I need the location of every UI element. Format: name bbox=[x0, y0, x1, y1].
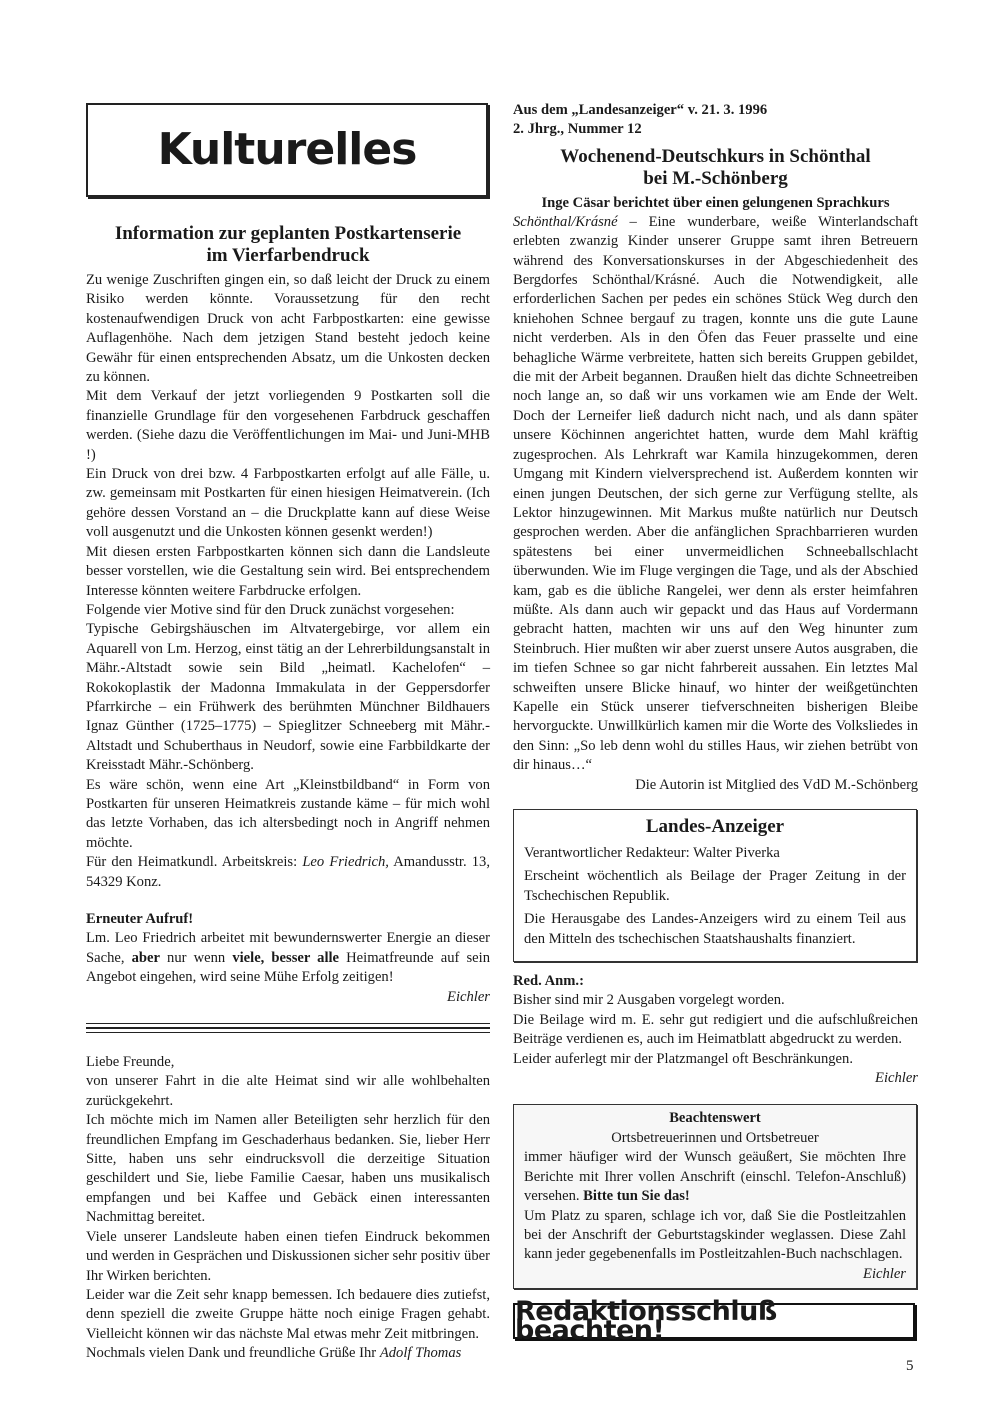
paragraph: Es wäre schön, wenn eine Art „Kleinstbildband“ in Form von Postkarten für unseren Heimatkreis zustande käme – für mich wohl das letzte Vorhaben, das ich altersbedingt noch in Angriff nehmen möchte. bbox=[86, 776, 490, 851]
paragraph: Ein Druck von drei bzw. 4 Farbpostkarten erfolgt auf alle Fälle, u. zw. gemeinsam mit Postkarten für einen hiesigen Heimatverein. (Ich gehöre dessen Vorstand an – die Druckplatte kann auf diese Weise voll ausgenutzt und die Unkosten können gesenkt werden!) bbox=[86, 466, 490, 541]
note-title: Red. Anm.: bbox=[513, 973, 584, 990]
article-body bbox=[513, 213, 918, 776]
dateline: Schönthal/Krásné bbox=[513, 213, 618, 230]
title-line-1: Wochenend-Deutschkurs in Schönthal bbox=[560, 145, 871, 167]
title-line-2: im Vierfarbendruck bbox=[206, 245, 370, 266]
paragraph: Mit diesen ersten Farbpostkarten können sich dann die Landsleute besser vorstellen, wie die Gestaltung sein wird. Bei entsprechendem Interesse könnten weitere Farbdrucke erfolgen. bbox=[86, 543, 490, 599]
paragraph: Viele unserer Landsleute haben einen tiefen Eindruck bekommen und werden in Gesprächen und Diskussionen sicher sehr positiv über Ihr Wirken berichten. bbox=[86, 1228, 490, 1284]
signature: Eichler bbox=[863, 1265, 906, 1282]
deadline-banner bbox=[513, 1295, 915, 1347]
appeal-text-3: Heimatfreunde auf sein Angebot eingehen, wird seine Mühe Erfolg zeitigen! bbox=[86, 949, 490, 986]
paragraph: Leider war die Zeit sehr knapp bemessen. Ich bedauere dies zutiefst, denn speziell die zweite Gruppe hätte noch einige Fragen gehabt. Vielleicht können wir das nächste Mal etwas mehr Zeit mitbringen. bbox=[86, 1286, 490, 1342]
paragraph: Leider auferlegt mir der Platzmangel oft Beschränkungen. bbox=[513, 1050, 853, 1067]
article-title bbox=[513, 146, 918, 190]
box-title: Landes-Anzeiger bbox=[645, 816, 785, 837]
article-title bbox=[86, 223, 490, 267]
paragraph: Folgende vier Motive sind für den Druck zunächst vorgesehen: bbox=[86, 601, 455, 618]
title-line-1: Information zur geplanten Postkartenserie bbox=[114, 223, 462, 244]
box-text bbox=[524, 1148, 906, 1206]
signature: Eichler bbox=[875, 1070, 918, 1087]
landes-anzeiger-box bbox=[513, 809, 917, 962]
page-number: 5 bbox=[906, 1358, 914, 1374]
left-column bbox=[86, 103, 490, 1364]
divider bbox=[86, 1023, 490, 1024]
contact-name: Leo Friedrich, bbox=[302, 854, 389, 871]
closing bbox=[86, 1344, 490, 1363]
appeal-text-2: nur wenn bbox=[159, 949, 233, 966]
deadline-text: Redaktionsschluß beachten! bbox=[515, 1295, 777, 1347]
box-text bbox=[524, 1207, 906, 1282]
title-line-2: bei M.-Schönberg bbox=[643, 167, 788, 189]
author-note: Die Autorin ist Mitglied des VdD M.-Schönberg bbox=[635, 776, 918, 793]
contact-address: Amandusstr. 13, 54329 Konz. bbox=[86, 854, 490, 890]
paragraph: Zu wenige Zuschriften gingen ein, so daß leicht der Druck zu einem Risiko werden könnte. Voraussetzung für den recht kostenaufwendigen Druck von acht Farbpostkarten: eine gewisse Auflagenhöhe. Nach dem jetzigen Stand besteht jedoch keine Gewähr für einen entsprechenden Absatz, um die Unkosten decken zu können. bbox=[86, 272, 490, 386]
contact-prefix: Für den Heimatkundl. Arbeitskreis: bbox=[86, 854, 303, 871]
source-line: 2. Jhrg., Nummer 12 bbox=[513, 121, 642, 138]
appeal-title: Erneuter Aufruf! bbox=[86, 911, 194, 927]
source-line: Aus dem „Landesanzeiger“ v. 21. 3. 1996 bbox=[513, 102, 768, 118]
divider bbox=[86, 1027, 490, 1029]
section-title: Kulturelles bbox=[157, 124, 417, 176]
beachtenswert-box bbox=[513, 1104, 917, 1289]
section-title-box bbox=[86, 103, 488, 197]
box-text-bold: Bitte tun Sie das! bbox=[583, 1188, 690, 1205]
body-text: – Eine wunderbare, weiße Winterlandschaft erlebten zwanzig Kinder unserer Gruppe samt ihren Betreuern während des Konversationskurses in der Abgeschiedenheit des Bergdorfes Schönthal/Krásné. Auch die Notwendigkeit, alle erforderlichen Sachen per pedes ein schönes Stück Weg durch den kniehohen Schnee bergauf zu tragen, konnte uns die gute Laune nicht verderben. Als in den Öfen das Feuer prasselte und eine behagliche Wärme verbreitete, hatten sich bereits Gruppen gebildet, die mit der Arbeit begannen. Draußen hielt das dichte Schneetreiben noch lange an, so daß wir uns vorkamen wie am Ende der Welt. Doch der Lerneifer ließ dadurch nicht nach, und als dann später unsere Köchinnen angerichtet hatten, wurde dem Mahl kräftig zugesprochen. Als Lehrkraft war Kamila hinzugekommen, deren Umgang mit Kindern vielversprechend ist. Außerdem konnten wir einen jungen Deutschen, der sich gerne zur Verfügung stellte, als Lektor hinzugewinnen. Mit Markus mußte natürlich nur Deutsch gesprochen werden. Aber die anfänglichen Sprachbarrieren wurden spätestens bei einer unvermeidlichen Schneeballschlacht überwunden. Wie im Fluge vergingen die Tage, und als der Abschied kam, gab es die übliche Rangelei, wer denn als erster heimfahren müßte. Als dann auch wir gepackt und das Haus auf Vordermann gebracht hatten, machten wir uns auf den Weg hinunter zum Steinbruch. Hier mußten wir aber zuerst unsere Autos ausgraben, die im tiefen Schnee so gar nicht fahrbereit aussahen. Ein letztes Mal schweiften unsere Blicke hinauf, wo hinter der weißgetünchten Kapelle ein Stück unserer tiefverschneiten bisherigen Bleibe hervorguckte. Unwillkürlich kamen mir die Worte des Volksliedes in den Sinn: „So leb denn wohl du stilles Haus, wir ziehen betrübt von dir hinaus…“ bbox=[513, 213, 918, 774]
paragraph: Ich möchte mich im Namen aller Beteiligten sehr herzlich für den freundlichen Empfang im Geschaderhaus bedanken. Sie, lieber Herr Sitte, haben uns sehr eindrucksvoll die derzeitige Situation geschildert und Sie, liebe Familie Caesar, haben uns musikalisch empfangen und bei Kaffee und Gebäck einen interessanten Nachmittag bereitet. bbox=[86, 1112, 490, 1226]
closing-text: Nochmals vielen Dank und freundliche Grüße Ihr bbox=[86, 1345, 380, 1362]
contact bbox=[86, 853, 490, 892]
paragraph: Mit dem Verkauf der jetzt vorliegenden 9 Postkarten soll die finanzielle Grundlage für den vorgesehenen Farbdruck geschaffen werden. (Siehe dazu die Veröffentlichungen im Mai- und Juni-MHB !) bbox=[86, 388, 490, 463]
greeting: Liebe Freunde, bbox=[86, 1054, 175, 1071]
appeal-text bbox=[86, 929, 490, 987]
box-title: Beachtenswert bbox=[669, 1110, 761, 1127]
appeal-bold-1: aber bbox=[131, 949, 160, 966]
paragraph: Die Beilage wird m. E. sehr gut redigiert und die aufschlußreichen Beiträge verdienen es, auch im Heimatblatt abgedruckt zu werden. bbox=[513, 1011, 918, 1048]
box-line: Die Herausgabe des Landes-Anzeigers wird zu einem Teil aus den Mitteln des tschechischen Staatshaushalts finanziert. bbox=[524, 911, 906, 947]
right-column bbox=[513, 101, 918, 1347]
signature: Eichler bbox=[447, 988, 490, 1005]
closing-name: Adolf Thomas bbox=[379, 1345, 462, 1362]
box-line: Verantwortlicher Redakteur: Walter Piverka bbox=[524, 845, 780, 861]
box-text-2: Um Platz zu sparen, schlage ich vor, daß Sie die Postleitzahlen bei der Anschrift der Geburtstagskinder weglassen. Diese Zahl kann jeder gegebenenfalls im Postleitzahlen-Buch nachschlagen. bbox=[524, 1207, 906, 1263]
paragraph: Bisher sind mir 2 Ausgaben vorgelegt worden. bbox=[513, 992, 785, 1009]
article-subtitle: Inge Cäsar berichtet über einen gelungenen Sprachkurs bbox=[541, 194, 890, 211]
box-subtitle: Ortsbetreuerinnen und Ortsbetreuer bbox=[611, 1129, 819, 1146]
appeal-text-1: Lm. Leo Friedrich arbeitet mit bewundernswerter Energie an dieser Sache, bbox=[86, 930, 490, 966]
box-text-1: immer häufiger wird der Wunsch geäußert, Sie möchten Ihre Berichte mit Ihrer vollen Anschrift (einschl. Telefon-Anschluß) versehen. bbox=[524, 1149, 906, 1205]
box-line: Erscheint wöchentlich als Beilage der Prager Zeitung in der Tschechischen Republik. bbox=[524, 868, 906, 904]
appeal-bold-2: viele, besser alle bbox=[232, 949, 340, 966]
paragraph: Typische Gebirgshäuschen im Altvatergebirge, vor allem ein Aquarell von Lm. Herzog, einst tätig an der Lehrerbildungsanstalt in Mähr.-Altstadt sowie sein Bild „heimatl. Kachelofen“ – Rokokoplastik der Madonna Immakulata in der Geppersdorfer Pfarrkirche – ein Frühwerk des berühmten Münchner Bildhauers Ignaz Günther (1725–1775) – Spieglitzer Schneeberg mit Mähr.-Altstadt und Schuberthaus in Neudorf, sowie eine Farbbildkarte der Kreisstadt Mähr.-Schönberg. bbox=[86, 621, 490, 774]
paragraph: von unserer Fahrt in die alte Heimat sind wir alle wohlbehalten zurückgekehrt. bbox=[86, 1073, 490, 1109]
